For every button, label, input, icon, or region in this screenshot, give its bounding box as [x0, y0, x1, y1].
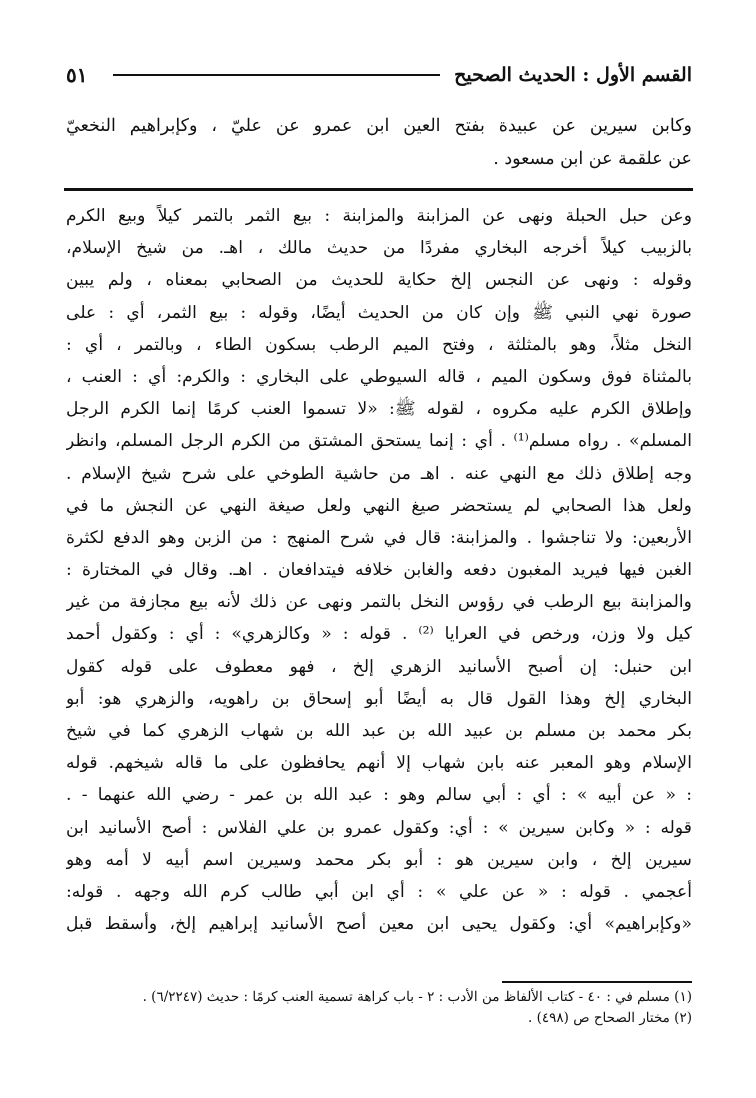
running-header: [66, 60, 692, 90]
header-rule: [113, 74, 440, 76]
commentary-line: الإسلام وهو المعبر عنه بابن شهاب إلا أنهم يحافظون على ما قاله شيخهم. قوله: [66, 753, 692, 774]
commentary-line: المسلم» . رواه مسلم⁽¹⁾ . أي : إنما يستحق المشتق من الكرم الرجل المسلم، وانظر: [66, 431, 692, 452]
commentary-line: بكر محمد بن مسلم بن عبيد الله بن عبد الله بن شهاب الزهري كما في شيخ: [66, 721, 692, 741]
header-title: القسم الأول : الحديث الصحيح: [454, 64, 692, 86]
commentary-line: بالزبيب كيلاً أخرجه البخاري مفردًا من حديث مالك ، اهـ. من شيخ الإسلام،: [66, 238, 692, 259]
footnote-rule: [502, 981, 692, 983]
commentary-line: : « عن أبيه » : أي : أبي سالم وهو : عبد الله بن عمر - رضي الله عنهما - .: [66, 785, 692, 806]
page-number: ٥١: [66, 63, 88, 87]
main-text: [66, 110, 692, 176]
commentary-line: سيرين إلخ ، وابن سيرين هو : أبو بكر محمد وسيرين اسم أبيه لا أمه وهو: [66, 849, 692, 870]
commentary-line: الغبن فيها فيريد المغبون دفعه والغابن خلافه فيتدافعان . اهـ. وقال في المختارة :: [66, 560, 692, 581]
commentary-line: كيل ولا وزن، ورخص في العرايا ⁽²⁾ . قوله : « وكالزهري» : أي : وكقول أحمد: [66, 624, 692, 645]
commentary-line: بالمثناة فوق وسكون الميم ، قاله السيوطي على البخاري : والكرم: أي : العنب ،: [66, 366, 692, 387]
commentary-text: [66, 200, 692, 940]
section-divider: [64, 188, 693, 191]
main-text-line: وكابن سيرين عن عبيدة بفتح العين ابن عمرو عن عليّ ، وكإبراهيم النخعيّ: [66, 116, 692, 136]
commentary-line: الأربعين: ولا تناجشوا . والمزابنة: قال في شرح المنهج : من الزبن وهو الدفع لكثرة: [66, 527, 692, 548]
commentary-line: والمزابنة بيع الرطب في رؤوس النخل بالتمر ونهى عن ذلك لأنه بيع مجازفة من غير: [66, 592, 692, 613]
footnote-2: (٢) مختار الصحاح ص (٤٩٨) .: [528, 1010, 692, 1026]
commentary-line: وجه إطلاق ذلك مع النهي عنه . اهـ من حاشية الطوخي على شرح شيخ الإسلام .: [66, 463, 692, 484]
commentary-line: ابن حنبل: إن أصبح الأسانيد الزهري إلخ ، فهو معطوف على قوله كقول: [66, 656, 692, 677]
commentary-line: قوله : « وكابن سيرين » : أي: وكقول عمرو بن علي الفلاس : أصح الأسانيد ابن: [66, 817, 692, 838]
commentary-line: البخاري إلخ وهذا القول قال به أيضًا أبو إسحاق بن راهويه، والزهري هو: أبو: [66, 688, 692, 709]
commentary-line: صورة نهي النبي ﷺ وإن كان من الحديث أيضًا، وقوله : بيع الثمر، أي : على: [66, 302, 692, 323]
commentary-line: ولعل هذا الصحابي لم يستحضر صيغ النهي ولعل صيغة النهي عن النجش ما في: [66, 495, 692, 516]
commentary-line: وعن حبل الحبلة ونهى عن المزابنة والمزابنة : بيع الثمر بالتمر كيلاً وبيع الكرم: [66, 206, 692, 226]
commentary-line: وقوله : ونهى عن النجس إلخ حكاية للحديث من الصحابي بمعناه ، ولم يبين: [66, 270, 692, 291]
commentary-line: «وكإبراهيم» أي: وكقول يحيى ابن معين أصح الأسانيد إبراهيم إلخ، وأسقط قبل: [66, 914, 692, 935]
commentary-line: أعجمي . قوله : « عن علي » : أي ابن أبي طالب كرم الله وجهه . قوله:: [66, 881, 692, 902]
commentary-line: وإطلاق الكرم عليه مكروه ، لقوله ﷺ: «لا تسموا العنب كرمًا إنما الكرم الرجل: [66, 399, 692, 420]
footnotes: [66, 987, 692, 1029]
commentary-line: النخل مثلاً، وهو بالمثلثة ، وفتح الميم الرطب بسكون الطاء ، وبالتمر ، أي :: [66, 334, 692, 355]
footnote-1: (١) مسلم في : ٤٠ - كتاب الألفاظ من الأدب : ٢ - باب كراهة تسمية العنب كرمًا : حديث (٦/٢٢٤٧) .: [142, 989, 692, 1005]
main-text-line: عن علقمة عن ابن مسعود .: [493, 149, 692, 169]
